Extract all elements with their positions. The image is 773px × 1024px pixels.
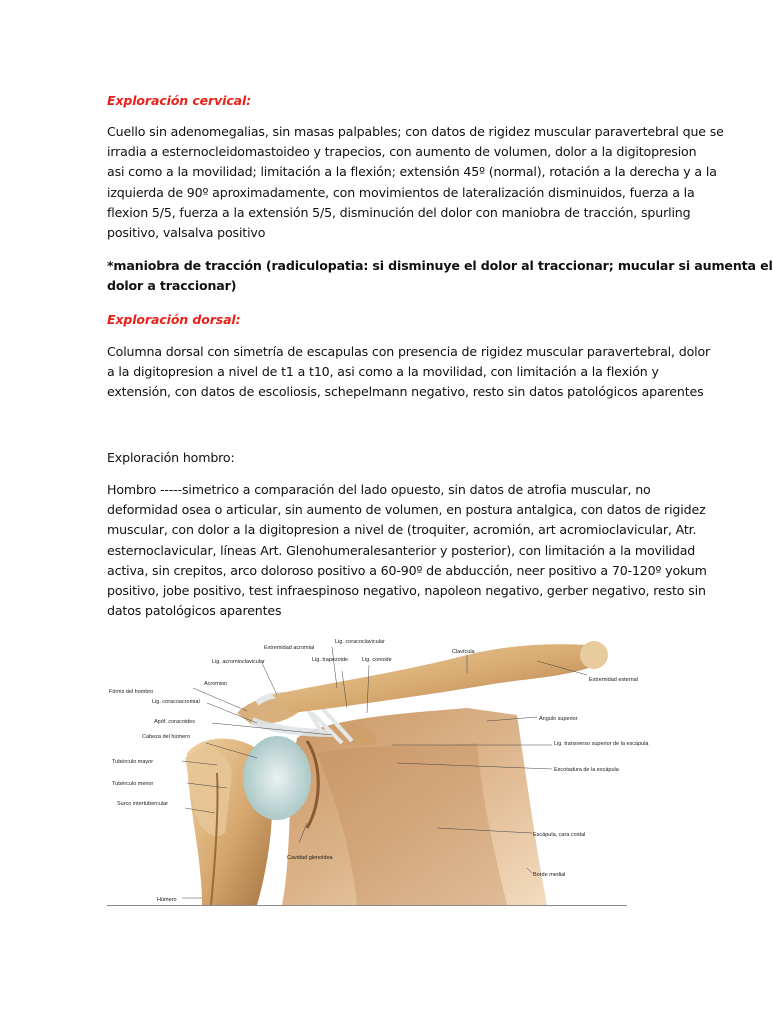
label-lig-coracoacromial: Lig. coracoacromial: [152, 699, 200, 705]
humeral-head: [243, 736, 311, 820]
paragraph-cervical: [107, 122, 724, 243]
paragraph-dorsal: [107, 342, 711, 403]
text-line: deformidad osea o articular, sin aumento de volumen, en postura antalgica, con datos de rigidez: [107, 502, 706, 518]
text-line: datos patológicos aparentes: [107, 603, 282, 619]
note-traction: [107, 256, 773, 296]
text-line: Cuello sin adenomegalias, sin masas palpables; con datos de rigidez muscular paravertebral que se: [107, 124, 724, 139]
label-escapula-costal: Escápula, cara costal: [533, 832, 586, 838]
text-line: a la digitopresion a nivel de t1 a t10, asi como a la movilidad, con limitación a la flexión y: [107, 364, 659, 380]
label-cabeza-humero: Cabeza del húmero: [142, 734, 191, 740]
heading-hombro: [107, 448, 667, 468]
label-extremidad-esternal: Extremidad esternal: [589, 677, 638, 683]
label-cavidad-glenoidea: Cavidad glenoidea: [287, 855, 333, 861]
text-line: positivo, valsalva positivo: [107, 225, 266, 241]
label-acromion: Acromion: [204, 681, 228, 687]
text-line: muscular, con dolor a la digitopresion a nivel de (troquiter, acromión, art acromioclavicular, Atr.: [107, 522, 697, 538]
heading-dorsal: Exploración dorsal:: [107, 312, 241, 327]
label-fornix: Fórnix del hombro: [109, 689, 154, 695]
label-humero: Húmero: [157, 897, 177, 903]
label-angulo-superior: Ángulo superior: [539, 716, 578, 722]
text-line: extensión, con datos de escoliosis, schepelmann negativo, resto sin datos patológicos aparentes: [107, 384, 704, 400]
label-lig-acromioclavicular: Lig. acromioclavicular: [212, 659, 265, 665]
text-line: Exploración hombro:: [107, 450, 235, 465]
greater-tubercle: [185, 749, 232, 837]
label-apof-coracoides: Apóf. coracoides: [154, 719, 195, 725]
text-line: Columna dorsal con simetría de escapulas con presencia de rigidez muscular paravertebral, dolor: [107, 344, 711, 359]
text-line: esternoclavicular, líneas Art. Glenohumeralesanterior y posterior), con limitación a la movilidad: [107, 542, 696, 558]
label-tuberculo-mayor: Tubérculo mayor: [112, 759, 154, 765]
text-line: Hombro -----simetrico a comparación del lado opuesto, sin datos de atrofia muscular, no: [107, 482, 651, 497]
label-lig-transverso: Lig. transverso superior de la escápula: [554, 741, 649, 747]
label-tuberculo-menor: Tubérculo menor: [112, 781, 154, 787]
text-line: asi como a la movilidad; limitación a la flexión; extensión 45º (normal), rotación a la derecha y a la: [107, 164, 717, 180]
label-extremidad-acromial: Extremidad acromial: [264, 645, 315, 651]
label-escotadura: Escotadura de la escápula: [554, 767, 619, 773]
text-line: irradia a esternocleidomastoideo y trapecios, con aumento de volumen, dolor a la digitopresion: [107, 144, 697, 160]
clavicle-shape: [272, 644, 602, 713]
label-clavicula: Clavícula: [452, 649, 475, 655]
label-surco: Surco intertubercular: [117, 801, 169, 807]
paragraph-hombro: [107, 480, 707, 621]
figure-bottom-rule: [107, 905, 627, 906]
sternal-end: [580, 641, 608, 669]
label-lig-coracoclavicular: Lig. coracoclavicular: [335, 639, 385, 645]
shoulder-illustration: [107, 633, 649, 905]
shoulder-anatomy-figure: [107, 633, 649, 905]
text-line: flexion 5/5, fuerza a la extensión 5/5, disminución del dolor con maniobra de tracción, spurling: [107, 204, 691, 220]
label-borde-medial: Borde medial: [533, 872, 566, 878]
text-line: activa, sin crepitos, arco doloroso positivo a 60-90º de abducción, neer positivo a 70-120º yokum: [107, 562, 707, 578]
label-lig-conoide: Lig. conoide: [362, 657, 392, 663]
text-line: dolor a traccionar): [107, 278, 237, 294]
heading-cervical: Exploración cervical:: [107, 93, 252, 108]
text-line: izquierda de 90º aproximadamente, con movimientos de lateralización disminuidos, fuerza a la: [107, 184, 695, 200]
text-line: *maniobra de tracción (radiculopatia: si disminuye el dolor al traccionar; mucular si aumenta el: [107, 258, 773, 273]
text-line: positivo, jobe positivo, test infraespinoso negativo, napoleon negativo, gerber negativo, resto sin: [107, 583, 706, 599]
label-lig-trapezoide: Lig. trapezoide: [312, 657, 349, 663]
